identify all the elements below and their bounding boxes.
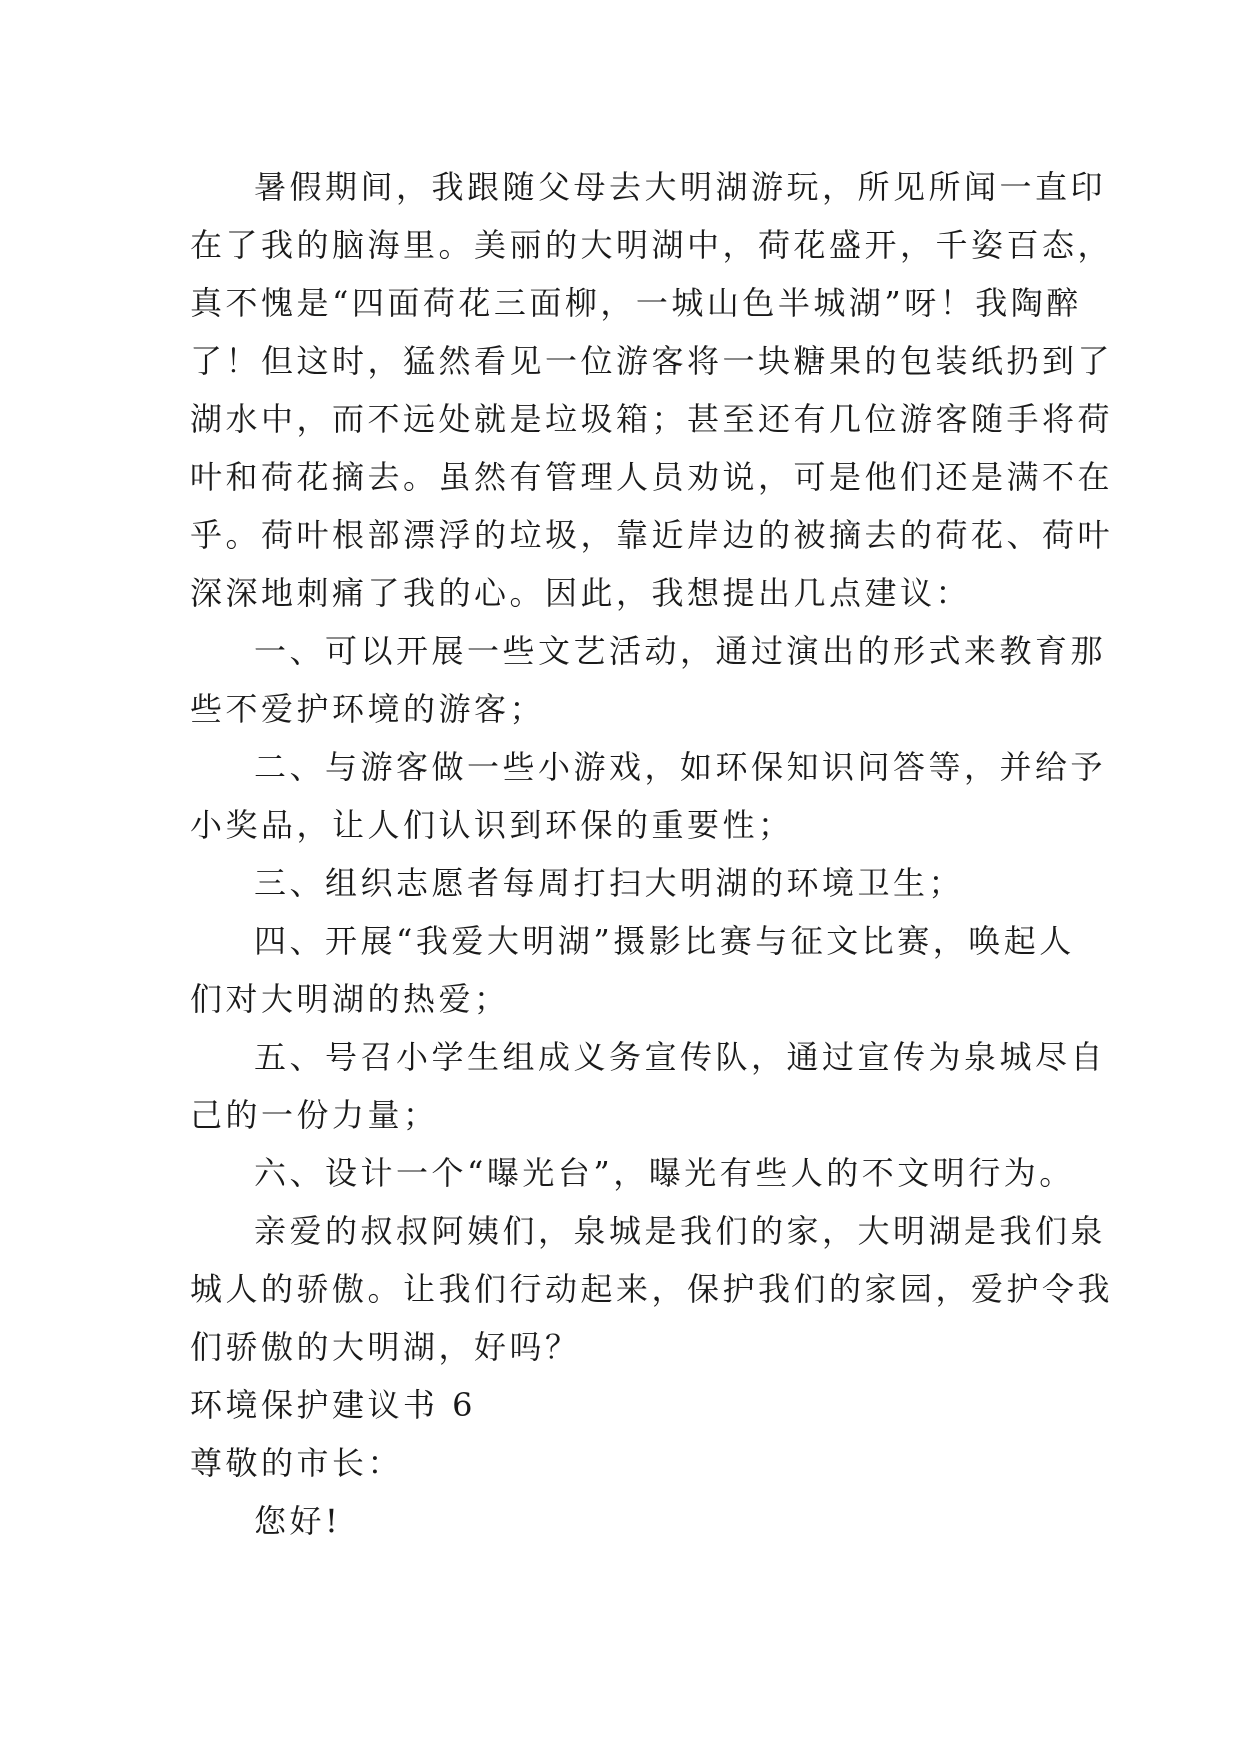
text-line: 们骄傲的大明湖，好吗？ (190, 1328, 581, 1366)
text-line: 乎。荷叶根部漂浮的垃圾，靠近岸边的被摘去的荷花、荷叶 (190, 516, 1114, 554)
text-line: 五、号召小学生组成义务宣传队，通过宣传为泉城尽自 (254, 1038, 1107, 1076)
text-line: 们对大明湖的热爱； (190, 980, 510, 1018)
text-line: 城人的骄傲。让我们行动起来，保护我们的家园，爱护令我 (190, 1270, 1114, 1308)
text-line: 小奖品，让人们认识到环保的重要性； (190, 806, 794, 844)
text-line: 了！但这时，猛然看见一位游客将一块糖果的包装纸扔到了 (190, 342, 1114, 380)
text-line: 在了我的脑海里。美丽的大明湖中，荷花盛开，千姿百态， (190, 226, 1114, 264)
text-line: 叶和荷花摘去。虽然有管理人员劝说，可是他们还是满不在 (190, 458, 1114, 496)
text-line: 四、开展“我爱大明湖”摄影比赛与征文比赛，唤起人 (254, 922, 1075, 960)
text-line: 湖水中，而不远处就是垃圾箱；甚至还有几位游客随手将荷 (190, 400, 1114, 438)
text-line: 亲爱的叔叔阿姨们，泉城是我们的家，大明湖是我们泉 (254, 1212, 1107, 1250)
text-line: 己的一份力量； (190, 1096, 439, 1134)
greeting: 您好! (254, 1502, 342, 1540)
section-heading: 环境保护建议书 6 (190, 1386, 477, 1424)
text-line: 深深地刺痛了我的心。因此，我想提出几点建议： (190, 574, 972, 612)
text-line: 六、设计一个“曝光台”，曝光有些人的不文明行为。 (254, 1154, 1075, 1192)
salutation: 尊敬的市长： (190, 1444, 404, 1482)
text-line: 真不愧是“四面荷花三面柳，一城山色半城湖”呀！我陶醉 (190, 284, 1082, 322)
text-line: 暑假期间，我跟随父母去大明湖游玩，所见所闻一直印 (254, 168, 1107, 206)
text-line: 二、与游客做一些小游戏，如环保知识问答等，并给予 (254, 748, 1107, 786)
text-line: 些不爱护环境的游客； (190, 690, 546, 728)
text-line: 三、组织志愿者每周打扫大明湖的环境卫生； (254, 864, 965, 902)
text-line: 一、可以开展一些文艺活动，通过演出的形式来教育那 (254, 632, 1107, 670)
